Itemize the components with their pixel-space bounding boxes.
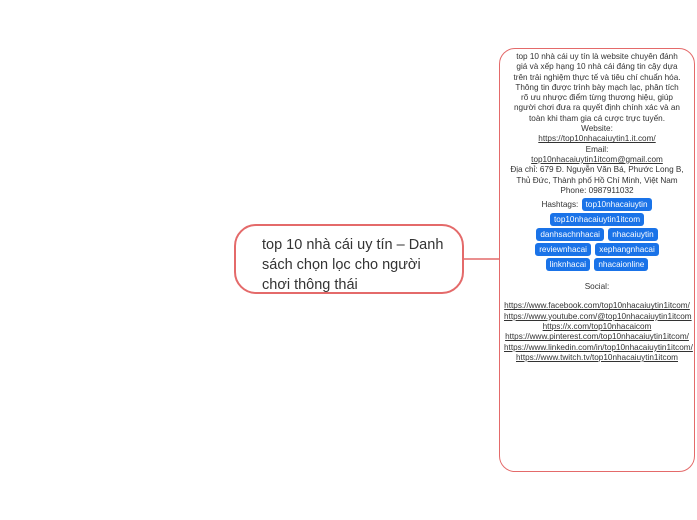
hashtag-tag[interactable]: xephangnhacai — [595, 243, 659, 256]
address-text: Địa chỉ: 679 Đ. Nguyễn Văn Bá, Phước Long B, Thủ Đức, Thành phố Hồ Chí Minh, Việt Nam — [510, 165, 684, 185]
root-topic-node[interactable] — [234, 224, 464, 294]
hashtag-tag[interactable]: linknhacai — [546, 258, 590, 271]
hashtag-tag[interactable]: reviewnhacai — [535, 243, 591, 256]
social-link-linkedin[interactable]: https://www.linkedin.com/in/top10nhacaiuytin1itcom/ — [504, 342, 693, 352]
social-link-pinterest[interactable]: https://www.pinterest.com/top10nhacaiuytin1itcom/ — [505, 332, 689, 342]
social-label: Social: — [584, 282, 610, 292]
hashtag-tag[interactable]: nhacaiuytin — [608, 228, 657, 241]
root-topic-title: top 10 nhà cái uy tín – Danh sách chọn lọc cho người chơi thông thái — [262, 237, 444, 293]
social-link-twitch[interactable]: https://www.twitch.tv/top10nhacaiuytin1itcom — [515, 352, 678, 362]
hashtags-row — [504, 197, 690, 272]
email-link[interactable]: top10nhacaiuytin1itcom@gmail.com — [531, 154, 663, 164]
hashtag-tag[interactable]: nhacaionline — [594, 258, 648, 271]
hashtag-tag[interactable]: top10nhacaiuytin — [582, 198, 652, 211]
hashtags-label: Hashtags: — [541, 200, 579, 210]
child-topic-node[interactable] — [499, 48, 695, 472]
website-link[interactable]: https://top10nhacaiuytin1.it.com/ — [538, 134, 656, 144]
spacer — [504, 292, 690, 301]
email-label: Email: — [585, 144, 609, 154]
description-text: top 10 nhà cái uy tín là website chuyên đánh giá và xếp hạng 10 nhà cái đáng tin cậy dựa trên trải nghiệm thực tế và tiêu chí chuẩn hóa. Thông tin được trình bày mạch lạc, phân tích rõ ưu nhược điểm từng thương hiệu, giúp người chơi đưa ra quyết định chính xác và an toàn khi tham gia cá cược trực tuyến. — [513, 52, 681, 123]
phone-text: Phone: 0987911032 — [560, 185, 634, 195]
website-label: Website: — [581, 124, 613, 134]
social-link-facebook[interactable]: https://www.facebook.com/top10nhacaiuytin1itcom/ — [504, 301, 690, 311]
social-link-x[interactable]: https://x.com/top10nhacaicom — [542, 322, 652, 332]
hashtag-tag[interactable]: danhsachnhacai — [536, 228, 604, 241]
hashtag-tag[interactable]: top10nhacaiuytin1itcom — [550, 213, 644, 226]
spacer — [504, 272, 690, 282]
social-link-youtube[interactable]: https://www.youtube.com/@top10nhacaiuytin1itcom — [504, 311, 692, 321]
